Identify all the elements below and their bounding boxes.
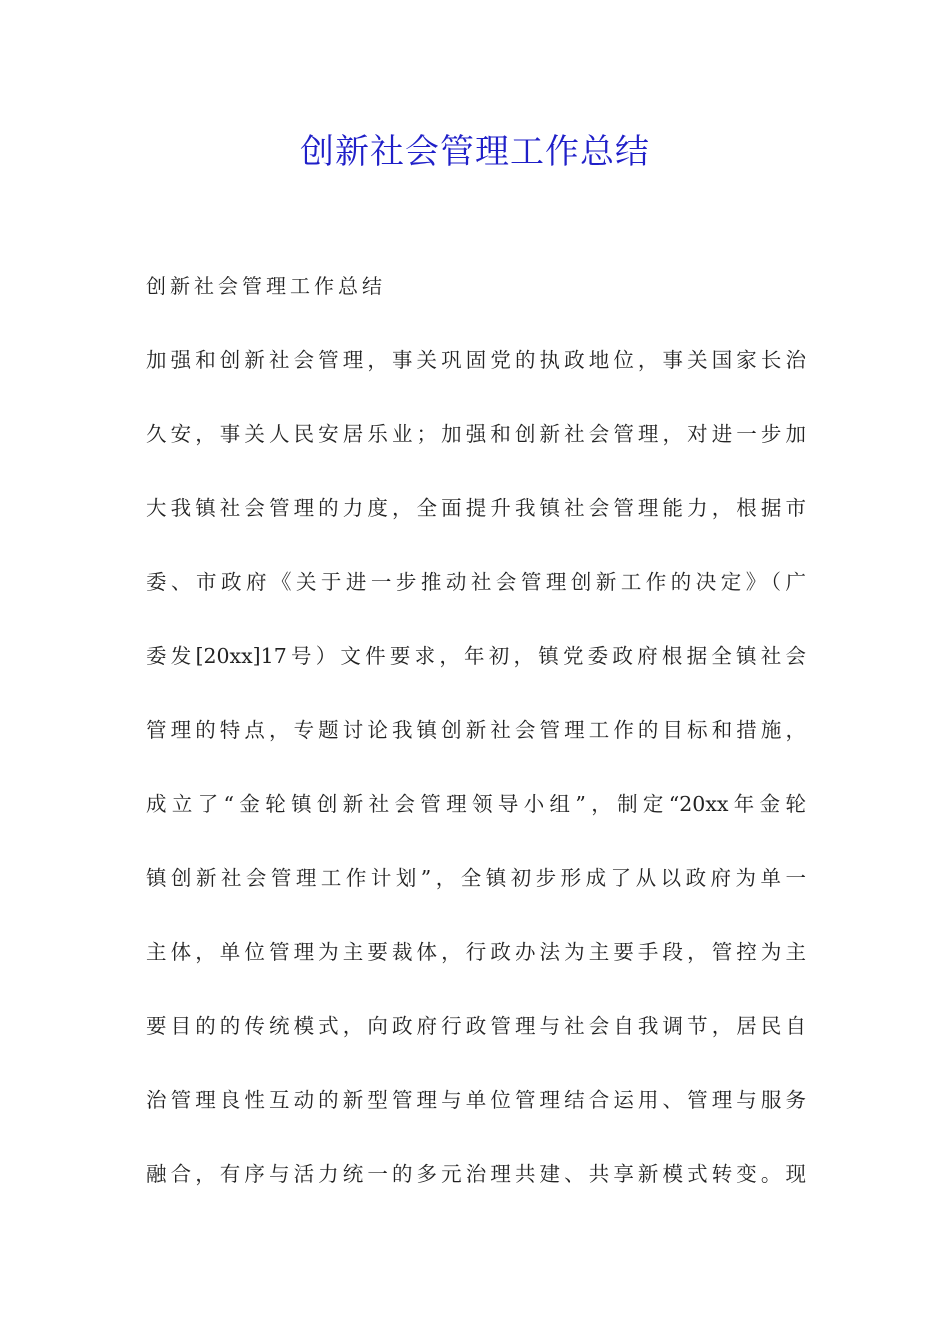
body-line: 要目的的传统模式，向政府行政管理与社会自我调节，居民自 (146, 1014, 806, 1038)
document-body (146, 340, 806, 1228)
body-line: 成立了“金轮镇创新社会管理领导小组”，制定“20xx年金轮 (146, 792, 806, 816)
document-subtitle: 创新社会管理工作总结 (146, 274, 386, 298)
body-line: 融合，有序与活力统一的多元治理共建、共享新模式转变。现 (146, 1162, 806, 1186)
body-line: 主体，单位管理为主要裁体，行政办法为主要手段，管控为主 (146, 940, 806, 964)
document-title: 创新社会管理工作总结 (300, 132, 650, 172)
body-line: 委、市政府《关于进一步推动社会管理创新工作的决定》（广 (146, 570, 806, 594)
body-line: 久安，事关人民安居乐业；加强和创新社会管理，对进一步加 (146, 422, 806, 446)
body-line: 加强和创新社会管理，事关巩固党的执政地位，事关国家长治 (146, 348, 806, 372)
body-line: 大我镇社会管理的力度，全面提升我镇社会管理能力，根据市 (146, 496, 806, 520)
body-line: 镇创新社会管理工作计划”，全镇初步形成了从以政府为单一 (146, 866, 806, 890)
body-line: 委发[20xx]17号）文件要求，年初，镇党委政府根据全镇社会 (146, 644, 806, 668)
body-line: 管理的特点，专题讨论我镇创新社会管理工作的目标和措施， (146, 718, 806, 742)
body-line: 治管理良性互动的新型管理与单位管理结合运用、管理与服务 (146, 1088, 806, 1112)
